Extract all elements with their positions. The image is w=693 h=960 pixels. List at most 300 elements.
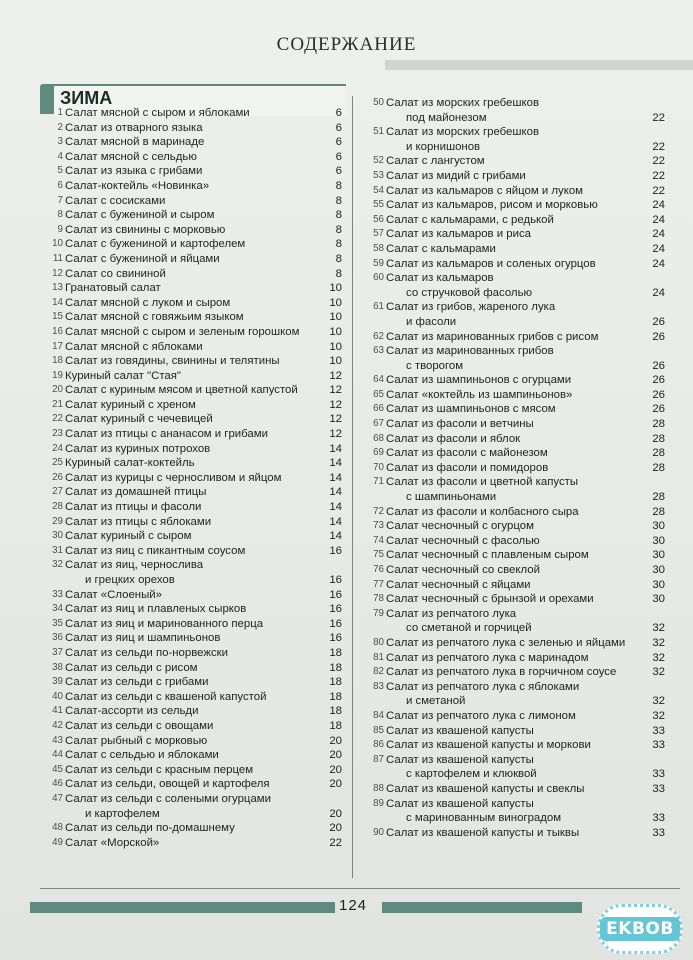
- toc-entry-page: 14: [329, 501, 342, 514]
- toc-entry-number: 13: [52, 282, 63, 294]
- toc-entry-title: [65, 602, 346, 617]
- toc-entry-title: [386, 651, 673, 666]
- toc-entry-number: 19: [52, 369, 63, 381]
- toc-entry-number: 55: [373, 199, 384, 211]
- toc-entry-number: 9: [57, 223, 63, 235]
- toc-entry-number: 87: [373, 753, 384, 765]
- toc-entry-title: [65, 150, 346, 165]
- toc-entry: [40, 500, 346, 515]
- toc-entry-title: [65, 106, 346, 121]
- toc-entry-row: [40, 719, 346, 734]
- toc-entry-row: [365, 709, 673, 724]
- toc-entry: [365, 709, 673, 724]
- toc-entry-title: [65, 427, 346, 442]
- toc-entry-number: 25: [52, 457, 63, 469]
- toc-entry-title: [386, 169, 673, 184]
- toc-entry-title: [65, 515, 346, 530]
- toc-entry-page: 8: [335, 223, 342, 236]
- toc-entry-title-line: Салат из яиц и шампиньонов: [65, 632, 221, 645]
- toc-entry-title-line: Салат из сельди с квашеной капустой: [65, 690, 267, 703]
- toc-entry-number: 49: [52, 836, 63, 848]
- toc-entry-page: 30: [652, 534, 665, 547]
- toc-entry-title-line: Салат «Слоеный»: [65, 588, 162, 601]
- toc-entry-row: [365, 242, 673, 257]
- toc-entry-title-line: Куриный салат-коктейль: [65, 457, 195, 470]
- toc-entry-row: [365, 198, 673, 213]
- toc-entry-page: 22: [652, 184, 665, 197]
- toc-entry-title-line: Салат куриный с чечевицей: [65, 413, 213, 426]
- toc-entry-row: [365, 738, 673, 753]
- toc-entry: [40, 121, 346, 136]
- toc-entry: [40, 398, 346, 413]
- toc-entry: [365, 344, 673, 373]
- toc-entry-title: [65, 121, 346, 136]
- toc-entry-row: [40, 412, 346, 427]
- toc-entry-title-line: Салат из языка с грибами: [65, 165, 203, 178]
- toc-entry-title-line: Салат из отварного языка: [65, 121, 203, 134]
- toc-entry-page: 10: [329, 311, 342, 324]
- toc-entry-row: [40, 267, 346, 282]
- toc-entry-page: 30: [652, 520, 665, 533]
- toc-entry-row: [365, 592, 673, 607]
- toc-entry-page: 16: [329, 617, 342, 630]
- toc-entry-number: 31: [52, 544, 63, 556]
- toc-entry-title: [65, 208, 346, 223]
- toc-entry: [365, 534, 673, 549]
- toc-entry-title-line: Гранатовый салат: [65, 282, 161, 295]
- toc-entry-title-line: Салат из сельди с солеными огурцами: [65, 792, 271, 805]
- toc-entry-page: 8: [335, 179, 342, 192]
- toc-entry-title-line: Салат мясной с сыром и яблоками: [65, 107, 250, 119]
- toc-entry-row: [365, 475, 673, 504]
- toc-entry-title: [386, 388, 673, 403]
- toc-entry-number: 8: [57, 209, 63, 221]
- toc-entry-row: [365, 154, 673, 169]
- toc-entry-page: 22: [652, 155, 665, 168]
- toc-entry-title: [386, 665, 673, 680]
- toc-entry: [365, 96, 673, 125]
- toc-entry-title-line: Салат из птицы с ананасом и грибами: [65, 428, 268, 441]
- toc-entry-title: [65, 836, 346, 851]
- toc-entry: [365, 227, 673, 242]
- toc-entry-row: [365, 753, 673, 782]
- toc-entry-row: [40, 602, 346, 617]
- toc-entry-row: [365, 125, 673, 154]
- toc-entry-row: [40, 675, 346, 690]
- toc-entry-title-line: Салат-коктейль «Новинка»: [65, 179, 210, 192]
- toc-entry: [365, 432, 673, 447]
- toc-entry-title-line: с шампиньонами: [406, 491, 497, 504]
- toc-entry-title-line: Салат из репчатого лука с лимоном: [386, 709, 576, 722]
- toc-entry-page: 32: [652, 636, 665, 649]
- toc-entry-row: [365, 461, 673, 476]
- toc-entry-number: 86: [373, 739, 384, 751]
- toc-entry-page: 14: [329, 515, 342, 528]
- toc-entry-number: 89: [373, 797, 384, 809]
- toc-entry-row: [40, 588, 346, 603]
- toc-entry-title: [386, 709, 673, 724]
- toc-entry-row: [365, 651, 673, 666]
- toc-entry-page: 28: [652, 505, 665, 518]
- toc-entry-page: 18: [329, 705, 342, 718]
- toc-entry-row: [40, 763, 346, 778]
- toc-entry-page: 8: [335, 267, 342, 280]
- toc-entry-page: 26: [652, 403, 665, 416]
- toc-entry-title: [65, 310, 346, 325]
- toc-entry-row: [365, 505, 673, 520]
- toc-entry-number: 44: [52, 749, 63, 761]
- toc-entry: [40, 325, 346, 340]
- toc-entry-row: [365, 227, 673, 242]
- toc-entry-number: 62: [373, 330, 384, 342]
- toc-entry-row: [365, 169, 673, 184]
- toc-entry-row: [365, 636, 673, 651]
- toc-entry-title-line: Салат из маринованных грибов с рисом: [386, 330, 599, 343]
- toc-entry-title-line: Салат с лангустом: [386, 155, 485, 168]
- toc-entry-row: [40, 792, 346, 821]
- toc-entry-title: [386, 592, 673, 607]
- toc-entry-page: 26: [652, 359, 665, 372]
- toc-entry-title: [65, 471, 346, 486]
- toc-entry: [40, 792, 346, 821]
- toc-entry-title: [386, 96, 673, 125]
- toc-entry: [40, 821, 346, 836]
- toc-entry-row: [40, 398, 346, 413]
- toc-entry: [365, 782, 673, 797]
- toc-entry-title-line: Салат с бужениной и яйцами: [65, 252, 220, 265]
- toc-entry-title: [386, 578, 673, 593]
- toc-entry-page: 14: [329, 457, 342, 470]
- toc-entry-title: [65, 383, 346, 398]
- toc-entry-title-line: Салат рыбный с морковью: [65, 734, 208, 747]
- toc-entry-number: 34: [52, 603, 63, 615]
- toc-entry: [40, 296, 346, 311]
- toc-entry: [40, 252, 346, 267]
- toc-entry-title-line: и картофелем: [85, 807, 160, 820]
- toc-entry-title: [386, 724, 673, 739]
- toc-entry-page: 30: [652, 578, 665, 591]
- toc-entry-title-line: Салат из кальмаров и соленых огурцов: [386, 257, 596, 270]
- toc-entry-title-line: Салат из курицы с черносливом и яйцом: [65, 471, 282, 484]
- toc-entry-title: [65, 734, 346, 749]
- toc-entry-row: [40, 529, 346, 544]
- season-title: ЗИМА: [60, 88, 113, 108]
- toc-entry-row: [40, 821, 346, 836]
- toc-entry-title-line: с маринованным виноградом: [406, 812, 562, 825]
- toc-entry-number: 30: [52, 530, 63, 542]
- toc-entry-title-line: Салат из кальмаров с яйцом и луком: [386, 184, 584, 197]
- toc-entry-number: 29: [52, 515, 63, 527]
- toc-entry-row: [40, 325, 346, 340]
- toc-entry-title-line: Салат из куриных потрохов: [65, 442, 211, 455]
- toc-entry-page: 18: [329, 719, 342, 732]
- column-divider: [352, 96, 353, 878]
- toc-entry-number: 48: [52, 822, 63, 834]
- toc-entry: [365, 826, 673, 841]
- toc-entry-page: 33: [652, 812, 665, 825]
- toc-entry-title: [386, 548, 673, 563]
- footer-bar-right: [382, 902, 582, 913]
- toc-entry-title-line: Салат с кальмарами: [386, 242, 496, 255]
- toc-entry: [40, 383, 346, 398]
- toc-entry-row: [365, 519, 673, 534]
- toc-entry-page: 6: [335, 107, 342, 119]
- toc-entry-row: [365, 826, 673, 841]
- toc-entry-title-line: со стручковой фасолью: [406, 286, 533, 299]
- toc-entry-number: 26: [52, 471, 63, 483]
- toc-entry: [40, 135, 346, 150]
- toc-entry: [365, 446, 673, 461]
- toc-entry-row: [40, 340, 346, 355]
- toc-entry-number: 65: [373, 388, 384, 400]
- toc-entry-page: 28: [652, 447, 665, 460]
- toc-entry-row: [40, 369, 346, 384]
- toc-entry-row: [40, 456, 346, 471]
- toc-entry-row: [365, 578, 673, 593]
- toc-entry-title: [65, 631, 346, 646]
- toc-entry-title: [386, 300, 673, 329]
- toc-entry-title: [65, 485, 346, 500]
- toc-entry-title: [386, 257, 673, 272]
- toc-entry-page: 26: [652, 388, 665, 401]
- toc-entry-title: [65, 544, 346, 559]
- toc-entry: [40, 412, 346, 427]
- toc-entry-title-line: Салат с куриным мясом и цветной капустой: [65, 384, 298, 397]
- toc-entry-title-line: Салат из сельди с грибами: [65, 676, 209, 689]
- toc-entry-number: 53: [373, 169, 384, 181]
- toc-entry: [40, 485, 346, 500]
- toc-entry-title: [386, 505, 673, 520]
- toc-entry-title-line: Салат «коктейль из шампиньонов»: [386, 388, 573, 401]
- toc-entry-number: 39: [52, 676, 63, 688]
- toc-entry-number: 27: [52, 486, 63, 498]
- toc-entry-number: 33: [52, 588, 63, 600]
- toc-entry-title: [65, 369, 346, 384]
- toc-entry-row: [365, 534, 673, 549]
- toc-entry-title-line: Салат из морских гребешков: [386, 97, 540, 109]
- toc-entry-title-line: Салат из яиц, чернослива: [65, 559, 204, 572]
- toc-entry-page: 20: [329, 807, 342, 820]
- toc-entry-page: 32: [652, 651, 665, 664]
- toc-entry-title: [65, 704, 346, 719]
- toc-entry-page: 33: [652, 826, 665, 839]
- toc-entry-page: 20: [329, 734, 342, 747]
- toc-entry-title-line: Салат из грибов, жареного лука: [386, 301, 556, 314]
- toc-entry: [365, 125, 673, 154]
- toc-entry-number: 42: [52, 719, 63, 731]
- toc-entry: [365, 724, 673, 739]
- toc-entry-row: [40, 179, 346, 194]
- toc-entry-title: [65, 325, 346, 340]
- toc-entry-number: 23: [52, 428, 63, 440]
- toc-entry-title-line: Салат мясной с луком и сыром: [65, 296, 231, 309]
- toc-entry-number: 15: [52, 311, 63, 323]
- toc-entry-page: 18: [329, 661, 342, 674]
- toc-entry-title-line: Салат из квашеной капусты и моркови: [386, 739, 591, 752]
- toc-entry-number: 57: [373, 228, 384, 240]
- toc-entry-title-line: Салат мясной с яблоками: [65, 340, 203, 353]
- toc-entry-title-line: Салат из репчатого лука: [386, 607, 517, 620]
- toc-entry-page: 16: [329, 544, 342, 557]
- toc-entry-page: 33: [652, 739, 665, 752]
- toc-entry-number: 51: [373, 126, 384, 138]
- toc-entry-title: [65, 719, 346, 734]
- toc-entry-page: 22: [652, 111, 665, 124]
- toc-entry-title-line: под майонезом: [406, 111, 487, 124]
- toc-entry: [365, 753, 673, 782]
- toc-entry: [365, 402, 673, 417]
- toc-entry: [365, 198, 673, 213]
- toc-entry: [40, 442, 346, 457]
- toc-entry-page: 14: [329, 442, 342, 455]
- toc-entry-row: [365, 797, 673, 826]
- toc-entry: [365, 271, 673, 300]
- toc-entry-number: 63: [373, 345, 384, 357]
- toc-entry-title-line: с картофелем и клюквой: [406, 768, 537, 781]
- toc-entry-row: [365, 432, 673, 447]
- toc-entry-title: [386, 753, 673, 782]
- toc-entry: [365, 373, 673, 388]
- toc-entry-number: 83: [373, 680, 384, 692]
- toc-entry-row: [365, 184, 673, 199]
- toc-entry-page: 22: [652, 140, 665, 153]
- toc-entry-number: 45: [52, 763, 63, 775]
- watermark-logo: [597, 904, 683, 954]
- toc-entry-number: 67: [373, 418, 384, 430]
- toc-entry-page: 28: [652, 461, 665, 474]
- toc-entry-title: [386, 198, 673, 213]
- toc-entry-row: [40, 310, 346, 325]
- toc-entry-row: [40, 748, 346, 763]
- toc-entry-page: 6: [335, 165, 342, 178]
- toc-entry-title: [65, 340, 346, 355]
- toc-entry-title-line: Салат из кальмаров, рисом и морковью: [386, 199, 598, 212]
- toc-entry-title-line: Салат из кальмаров: [386, 272, 494, 285]
- toc-entry-number: 58: [373, 242, 384, 254]
- toc-entry: [365, 665, 673, 680]
- toc-entry-title-line: Салат из птицы и фасоли: [65, 501, 202, 514]
- toc-entry-row: [365, 446, 673, 461]
- toc-entry: [40, 106, 346, 121]
- toc-entry: [40, 194, 346, 209]
- toc-entry: [365, 475, 673, 504]
- toc-entry-title-line: Салат с сельдью и яблоками: [65, 749, 219, 762]
- toc-entry: [40, 617, 346, 632]
- toc-entry-page: 18: [329, 676, 342, 689]
- toc-entry-row: [40, 704, 346, 719]
- toc-entry-title-line: Салат из фасоли и помидоров: [386, 461, 549, 474]
- toc-entry-row: [40, 471, 346, 486]
- toc-entry-page: 24: [652, 199, 665, 212]
- toc-entry-row: [40, 646, 346, 661]
- toc-entry-title: [386, 184, 673, 199]
- toc-entry-number: 14: [52, 296, 63, 308]
- toc-entry-number: 6: [57, 179, 63, 191]
- toc-entry-number: 20: [52, 384, 63, 396]
- toc-entry-title-line: Салат чесночный с брынзой и орехами: [386, 593, 594, 606]
- toc-entry-title: [65, 646, 346, 661]
- toc-entry-row: [365, 96, 673, 125]
- toc-entry-title-line: Салат чесночный со свеклой: [386, 564, 540, 576]
- toc-entry-page: 32: [652, 622, 665, 635]
- toc-entry-page: 20: [329, 822, 342, 835]
- toc-right-column: [365, 96, 673, 840]
- toc-entry-title-line: Салат куриный с сыром: [65, 530, 192, 543]
- toc-entry-row: [40, 223, 346, 238]
- page-title: СОДЕРЖАНИЕ: [276, 34, 417, 55]
- toc-entry-row: [365, 373, 673, 388]
- toc-entry-title-line: Салат мясной с говяжьим языком: [65, 311, 244, 324]
- toc-entry-title-line: Салат из квашеной капусты и свеклы: [386, 782, 585, 795]
- toc-entry-row: [40, 237, 346, 252]
- toc-entry: [365, 607, 673, 636]
- toc-entry-page: 24: [652, 286, 665, 299]
- toc-entry-title-line: и фасоли: [406, 315, 457, 328]
- toc-entry-number: 7: [57, 194, 63, 206]
- toc-entry-title: [386, 563, 673, 578]
- toc-entry-number: 43: [52, 734, 63, 746]
- toc-entry-page: 24: [652, 228, 665, 241]
- toc-entry-row: [365, 563, 673, 578]
- toc-entry-page: 16: [329, 603, 342, 616]
- toc-entry-number: 85: [373, 724, 384, 736]
- toc-entry: [40, 281, 346, 296]
- toc-entry-number: 32: [52, 559, 63, 571]
- toc-entry-title: [386, 826, 673, 841]
- toc-entry-title-line: Салат из репчатого лука с яблоками: [386, 680, 580, 693]
- toc-entry-row: [40, 354, 346, 369]
- toc-entry-title: [386, 461, 673, 476]
- toc-entry: [365, 300, 673, 329]
- toc-entry-page: 28: [652, 432, 665, 445]
- toc-entry-page: 12: [329, 369, 342, 382]
- toc-entry-title-line: Салат из сельди с овощами: [65, 719, 214, 732]
- toc-entry-number: 35: [52, 617, 63, 629]
- toc-entry-page: 32: [652, 695, 665, 708]
- toc-entry-number: 1: [57, 107, 63, 118]
- toc-entry-title-line: Салат с бужениной и сыром: [65, 209, 215, 222]
- toc-entry-title-line: Салат-ассорти из сельди: [65, 705, 199, 718]
- toc-entry-title-line: Салат с бужениной и картофелем: [65, 238, 246, 251]
- toc-entry: [365, 563, 673, 578]
- toc-entry-title-line: Салат из фасоли с майонезом: [386, 447, 548, 460]
- toc-entry-title-line: Салат из маринованных грибов: [386, 345, 554, 358]
- bottom-rule: [40, 888, 680, 889]
- toc-entry-number: 66: [373, 403, 384, 415]
- toc-entry-title: [65, 398, 346, 413]
- toc-entry-title: [386, 125, 673, 154]
- toc-entry-title-line: Салат из сельди по-домашнему: [65, 822, 235, 835]
- toc-entry: [40, 310, 346, 325]
- toc-entry: [40, 646, 346, 661]
- toc-entry: [40, 223, 346, 238]
- toc-entry-number: 22: [52, 413, 63, 425]
- toc-entry-page: 14: [329, 530, 342, 543]
- toc-entry-title: [386, 534, 673, 549]
- toc-entry: [365, 388, 673, 403]
- toc-entry-number: 54: [373, 184, 384, 196]
- toc-entry-number: 76: [373, 564, 384, 575]
- toc-entry-page: 10: [329, 325, 342, 338]
- toc-entry-number: 75: [373, 549, 384, 561]
- toc-entry-page: 12: [329, 398, 342, 411]
- toc-entry-title: [65, 412, 346, 427]
- toc-entry: [40, 427, 346, 442]
- toc-entry-page: 12: [329, 413, 342, 426]
- toc-entry-row: [40, 383, 346, 398]
- toc-entry-page: 12: [329, 428, 342, 441]
- toc-entry-title: [65, 690, 346, 705]
